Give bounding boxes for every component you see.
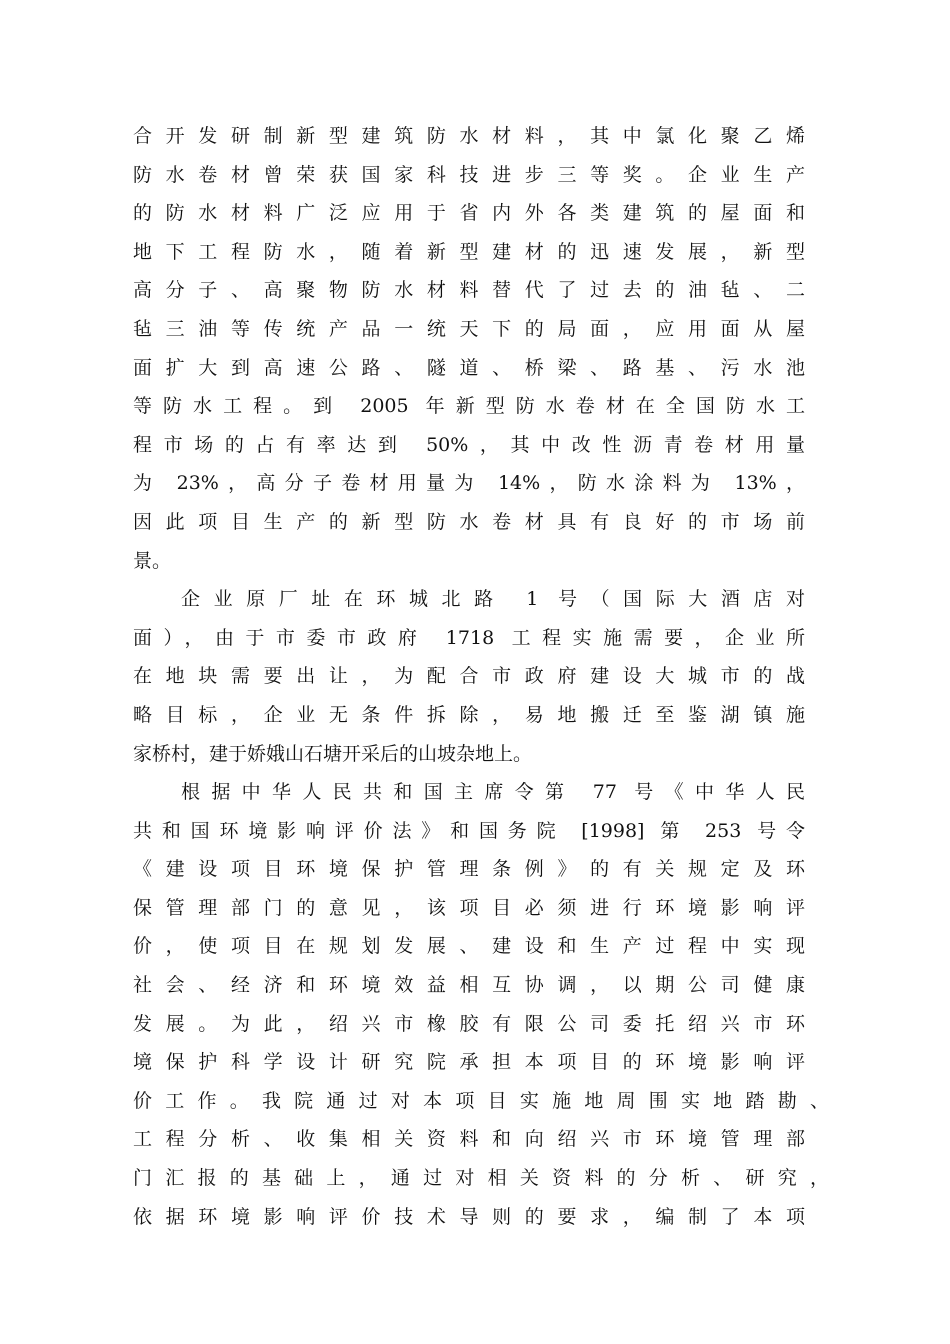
text-line: 毡三油等传统产品一统天下的局面，应用面从屋: [133, 317, 805, 340]
text-line: 合开发研制新型建筑防水材料，其中氯化聚乙烯: [133, 125, 805, 147]
text-line: 企业原厂址在环城北路 1 号（国际大酒店对: [181, 588, 805, 611]
text-line: 门汇报的基础上，通过对相关资料的分析、研究，: [133, 1167, 829, 1190]
text-line: 面），由于市委市政府 1718 工程实施需要，企业所: [133, 626, 805, 649]
text-line: 的防水材料广泛应用于省内外各类建筑的屋面和: [133, 202, 805, 225]
text-line: 在地块需要出让，为配合市政府建设大城市的战: [133, 665, 805, 688]
text-line: 地下工程防水，随着新型建材的迅速发展，新型: [133, 240, 805, 263]
text-line: 根据中华人民共和国主席令第 77 号《中华人民: [181, 781, 805, 804]
text-line: 高分子、高聚物防水材料替代了过去的油毡、二: [133, 279, 805, 302]
text-line: 景。: [133, 549, 172, 572]
text-line: 境保护科学设计研究院承担本项目的环境影响评: [133, 1051, 805, 1074]
text-line: 《建设项目环境保护管理条例》的有关规定及环: [133, 858, 805, 881]
text-line: 共和国环境影响评价法》和国务院 [1998] 第 253 号令: [133, 819, 805, 842]
text-line: 工程分析、收集相关资料和向绍兴市环境管理部: [133, 1128, 805, 1151]
text-line: 程市场的占有率达到 50%，其中改性沥青卷材用量: [133, 433, 805, 456]
text-line: 面扩大到高速公路、隧道、桥梁、路基、污水池: [133, 356, 805, 379]
text-line: 为 23%，高分子卷材用量为 14%，防水涂料为 13%，: [133, 472, 805, 495]
text-line: 因此项目生产的新型防水卷材具有良好的市场前: [133, 510, 805, 533]
text-line: 家桥村，建于娇娥山石塘开采后的山坡杂地上。: [133, 742, 533, 765]
text-line: 价工作。我院通过对本项目实施地周围实地踏勘、: [133, 1089, 829, 1112]
text-line: 等防水工程。到 2005 年新型防水卷材在全国防水工: [133, 395, 805, 418]
text-line: 防水卷材曾荣获国家科技进步三等奖。企业生产: [133, 163, 805, 186]
body-text: [133, 117, 829, 1236]
text-line: 依据环境影响评价技术导则的要求，编制了本项: [133, 1205, 805, 1228]
text-line: 社会、经济和环境效益相互协调，以期公司健康: [133, 974, 805, 997]
text-line: 保管理部门的意见，该项目必须进行环境影响评: [133, 896, 805, 919]
text-line: 略目标，企业无条件拆除，易地搬迁至鉴湖镇施: [133, 703, 805, 726]
text-line: 价，使项目在规划发展、建设和生产过程中实现: [133, 935, 805, 958]
text-line: 发展。为此，绍兴市橡胶有限公司委托绍兴市环: [133, 1012, 805, 1035]
